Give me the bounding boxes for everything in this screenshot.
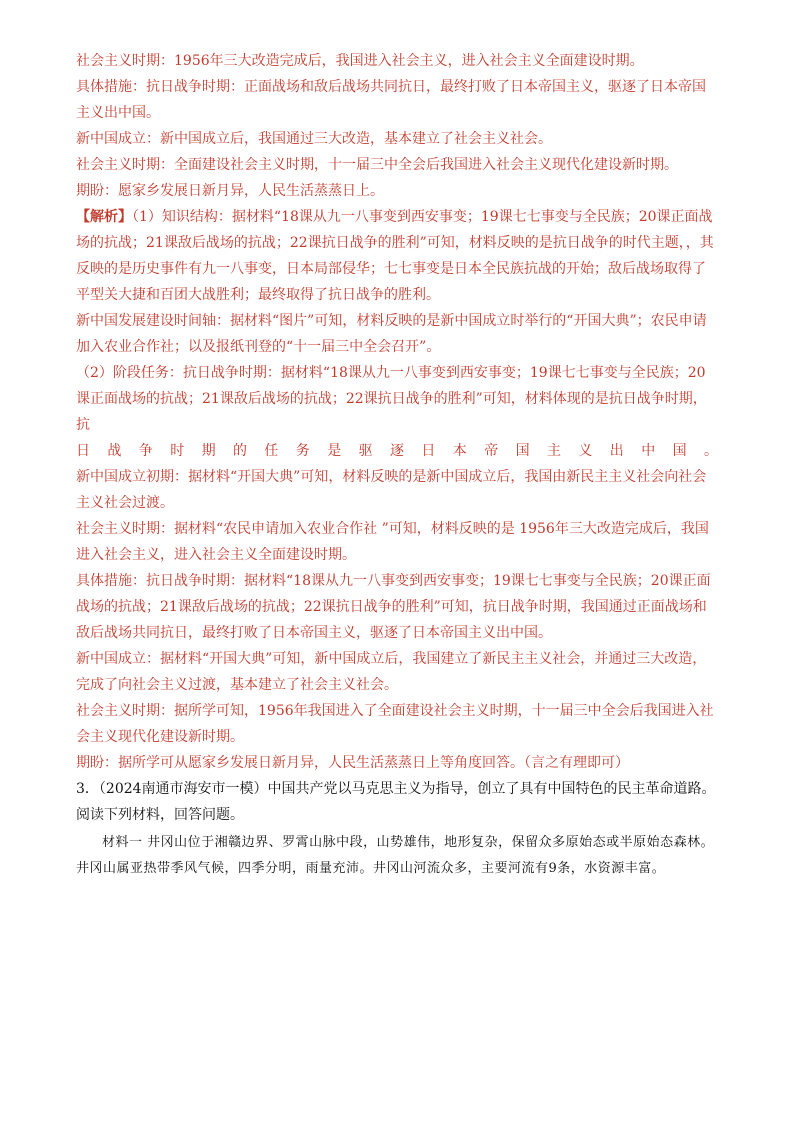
analysis-paragraph-hope: 期盼：据所学可从愿家乡发展日新月异，人民生活蒸蒸日上等角度回答。（言之有理即可） (76, 755, 629, 771)
analysis-paragraph-socialist-construction: 社会主义时期：据所学可知，1956年我国进入了全面建设社会主义时期，十一届三中全会后我国进入社会主义现代化建设新时期。 (76, 703, 714, 745)
analysis-text-1: （1）知识结构：据材料“18课从九一八事变到西安事变；19课七七事变与全民族；20课正面战场的抗战；21课敌后战场的抗战；22课抗日战争的胜利”可知，材料反映的是抗日战争的时代主题，，其反映的是历史事件有九一八事变，日本局部侵华；七七事变是日本全民族抗战的开始；敌后战场取得了平型关大捷和百团大战胜利；最终取得了抗日战争的胜利。 (76, 209, 714, 303)
analysis-paragraph-stage-task: （2）阶段任务：抗日战争时期：据材料“18课从九一八事变到西安事变；19课七七事变与全民族；20课正面战场的抗战；21课敌后战场的抗战；22课抗日战争的胜利”可知，材料体现的是抗日战争时期，抗 (76, 365, 707, 433)
analysis-tag: 【解析】 (76, 209, 132, 225)
analysis-paragraph-knowledge-structure (76, 204, 718, 308)
answer-line-measures: 具体措施：抗日战争时期：正面战场和敌后战场共同抗日，最终打败了日本帝国主义，驱逐了日本帝国主义出中国。 (76, 79, 706, 121)
question-3-stem: 3．（2024南通市海安市一模）中国共产党以马克思主义为指导，创立了具有中国特色的民主革命道路。阅读下列材料，回答问题。 (76, 781, 716, 823)
question-3-material-1: 材料一 井冈山位于湘赣边界、罗霄山脉中段，山势雄伟，地形复杂，保留众多原始态或半原始态森林。井冈山属亚热带季风气候，四季分明，雨量充沛。井冈山河流众多，主要河流有9条，水资源丰富。 (76, 835, 715, 876)
analysis-paragraph-stage-task-end: 日战争时期的任务是驱逐日本帝国主义出中国。 (76, 443, 718, 459)
answer-line-hope: 期盼：愿家乡发展日新月异，人民生活蒸蒸日上。 (76, 183, 384, 199)
answer-line-new-china: 新中国成立：新中国成立后，我国通过三大改造，基本建立了社会主义社会。 (76, 131, 552, 147)
analysis-paragraph-new-china: 新中国成立：据材料“开国大典”可知，新中国成立后，我国建立了新民主主义社会，并通过三大改造，完成了向社会主义过渡，基本建立了社会主义社会。 (76, 651, 707, 693)
analysis-paragraph-timeline: 新中国发展建设时间轴：据材料“图片”可知，材料反映的是新中国成立时举行的“开国大典”；农民申请加入农业合作社；以及报纸刊登的“十一届三中全会召开”。 (76, 313, 707, 355)
analysis-paragraph-early-new-china: 新中国成立初期：据材料“开国大典”可知，材料反映的是新中国成立后，我国由新民主主义社会向社会主义社会过渡。 (76, 469, 707, 511)
analysis-paragraph-measures: 具体措施：抗日战争时期：据材料“18课从九一八事变到西安事变；19课七七事变与全民族；20课正面战场的抗战；21课敌后战场的抗战；22课抗日战争的胜利”可知，抗日战争时期，我国通过正面战场和敌后战场共同抗日，最终打败了日本帝国主义，驱逐了日本帝国主义出中国。 (76, 573, 711, 641)
answer-line-socialist-period: 社会主义时期：1956年三大改造完成后，我国进入社会主义，进入社会主义全面建设时期。 (76, 53, 644, 69)
answer-line-socialist-construction: 社会主义时期：全面建设社会主义时期，十一届三中全会后我国进入社会主义现代化建设新时期。 (76, 157, 678, 173)
analysis-paragraph-socialist-period: 社会主义时期：据材料“农民申请加入农业合作社 ”可知，材料反映的是 1956年三大改造完成后，我国进入社会主义，进入社会主义全面建设时期。 (76, 521, 709, 563)
